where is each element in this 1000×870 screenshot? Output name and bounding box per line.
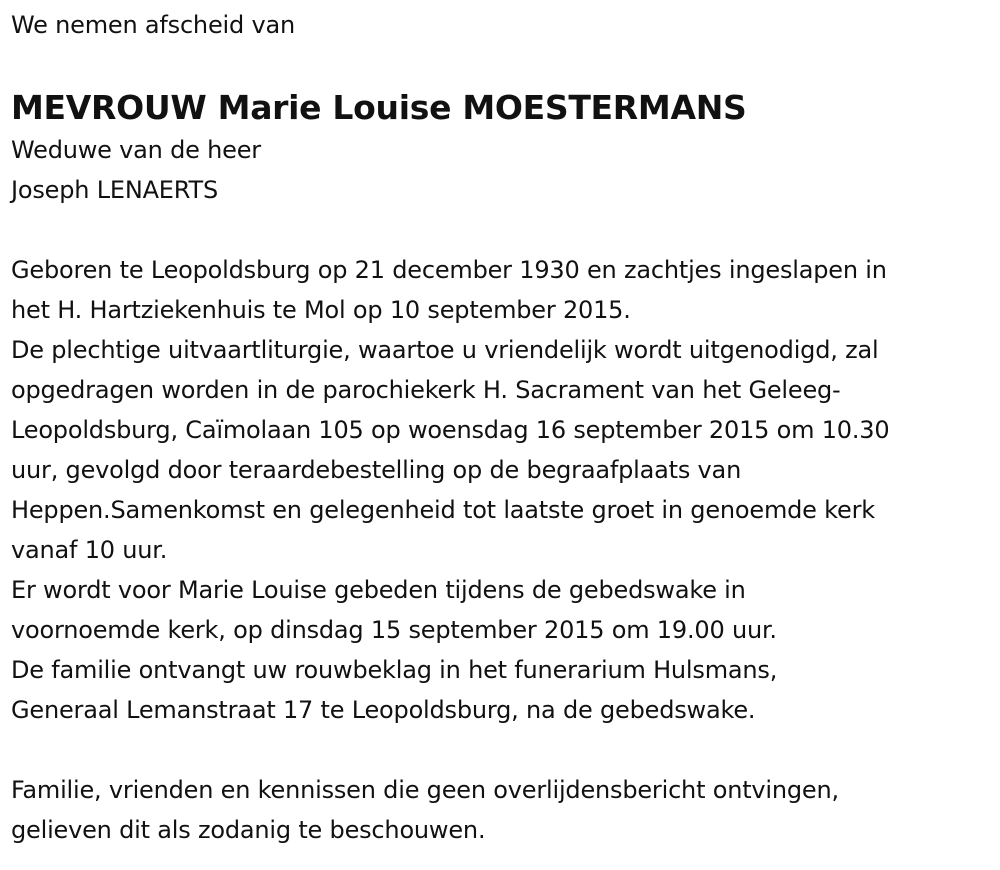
paragraph-gap bbox=[11, 210, 996, 250]
closing-line: gelieven dit als zodanig te beschouwen. bbox=[11, 816, 486, 844]
paragraph-gap bbox=[11, 730, 996, 770]
body-line: voornoemde kerk, op dinsdag 15 september 2015 om 19.00 uur. bbox=[11, 616, 777, 644]
spouse-line: Weduwe van de heer bbox=[11, 136, 261, 164]
body-line: uur, gevolgd door teraardebestelling op de begraafplaats van bbox=[11, 456, 742, 484]
spouse-line: Joseph LENAERTS bbox=[11, 176, 219, 204]
body-line: De plechtige uitvaartliturgie, waartoe u vriendelijk wordt uitgenodigd, zal bbox=[11, 336, 879, 364]
body-line: vanaf 10 uur. bbox=[11, 536, 168, 564]
body-line: Er wordt voor Marie Louise gebeden tijdens de gebedswake in bbox=[11, 576, 746, 604]
closing-line: Familie, vrienden en kennissen die geen overlijdensbericht ontvingen, bbox=[11, 776, 839, 804]
body-line: opgedragen worden in de parochiekerk H. Sacrament van het Geleeg- bbox=[11, 376, 841, 404]
body-line: De familie ontvangt uw rouwbeklag in het funerarium Hulsmans, bbox=[11, 656, 778, 684]
body-line: Geboren te Leopoldsburg op 21 december 1930 en zachtjes ingeslapen in bbox=[11, 256, 887, 284]
body-line: Generaal Lemanstraat 17 te Leopoldsburg, na de gebedswake. bbox=[11, 696, 756, 724]
body-line: het H. Hartziekenhuis te Mol op 10 september 2015. bbox=[11, 296, 631, 324]
deceased-name: MEVROUW Marie Louise MOESTERMANS bbox=[11, 88, 747, 127]
body-line: Leopoldsburg, Caïmolaan 105 op woensdag 16 september 2015 om 10.30 bbox=[11, 416, 890, 444]
intro-text: We nemen afscheid van bbox=[11, 11, 295, 39]
obituary-notice bbox=[11, 0, 996, 850]
body-line: Heppen.Samenkomst en gelegenheid tot laatste groet in genoemde kerk bbox=[11, 496, 875, 524]
